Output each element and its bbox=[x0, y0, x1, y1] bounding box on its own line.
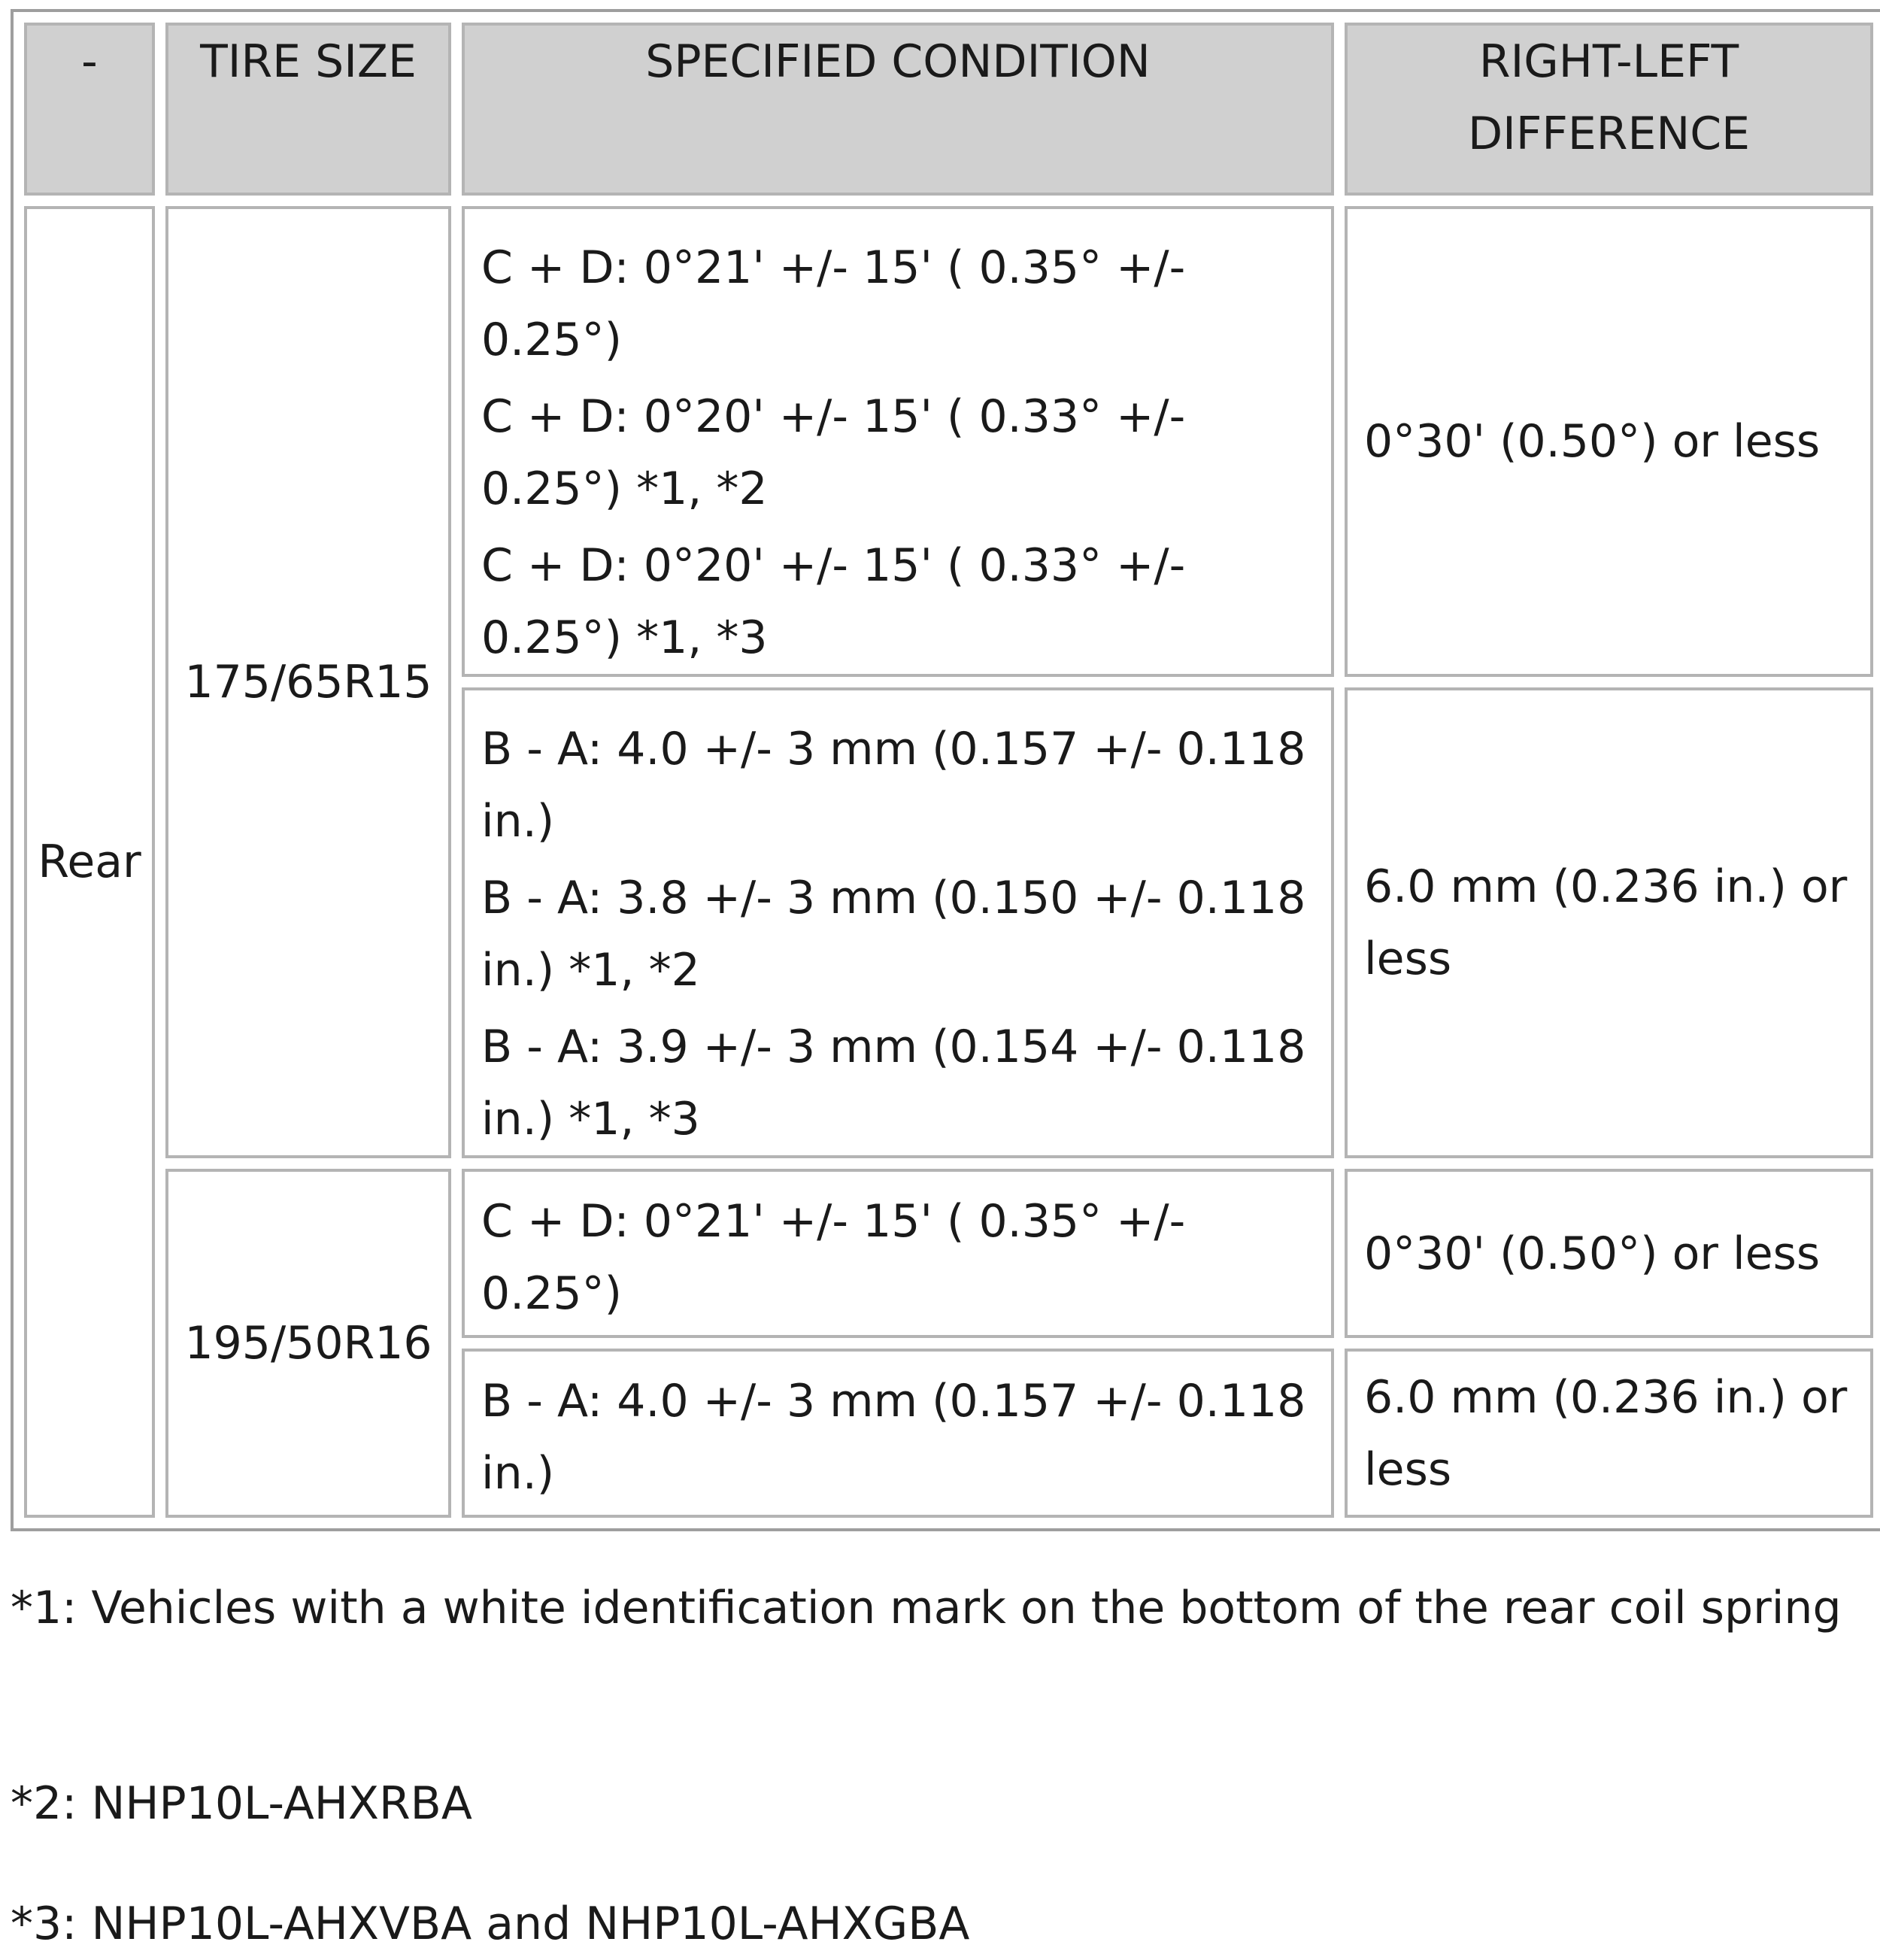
tire-size-cell: 175/65R15 bbox=[165, 206, 451, 1158]
condition-line: B - A: 4.0 +/- 3 mm (0.157 +/- 0.118 in.) bbox=[481, 1375, 1306, 1500]
condition-line: C + D: 0°20' +/- 15' ( 0.33° +/- 0.25°) *1, *2 bbox=[481, 390, 1186, 515]
condition-cell bbox=[462, 687, 1334, 1158]
difference-cell: 0°30' (0.50°) or less bbox=[1345, 206, 1873, 677]
table-row bbox=[24, 206, 1873, 677]
position-cell: Rear bbox=[24, 206, 155, 1518]
difference-cell: 6.0 mm (0.236 in.) or less bbox=[1345, 1349, 1873, 1518]
header-position: - bbox=[24, 23, 155, 196]
condition-line: C + D: 0°21' +/- 15' ( 0.35° +/- 0.25°) bbox=[481, 241, 1186, 366]
difference-cell: 0°30' (0.50°) or less bbox=[1345, 1169, 1873, 1338]
specification-table bbox=[11, 9, 1880, 1531]
tire-size-cell: 195/50R16 bbox=[165, 1169, 451, 1518]
condition-line: B - A: 3.8 +/- 3 mm (0.150 +/- 0.118 in.) *1, *2 bbox=[481, 872, 1306, 997]
footnote-3: *3: NHP10L-AHXVBA and NHP10L-AHXGBA bbox=[11, 1898, 970, 1950]
header-right-left-difference: RIGHT-LEFT DIFFERENCE bbox=[1345, 23, 1873, 196]
footnote-2: *2: NHP10L-AHXRBA bbox=[11, 1777, 472, 1830]
condition-cell bbox=[462, 206, 1334, 677]
header-specified-condition: SPECIFIED CONDITION bbox=[462, 23, 1334, 196]
difference-cell: 6.0 mm (0.236 in.) or less bbox=[1345, 687, 1873, 1158]
condition-line: B - A: 4.0 +/- 3 mm (0.157 +/- 0.118 in.) bbox=[481, 723, 1306, 848]
condition-line: C + D: 0°20' +/- 15' ( 0.33° +/- 0.25°) *1, *3 bbox=[481, 539, 1186, 664]
footnote-1: *1: Vehicles with a white identification mark on the bottom of the rear coil spring bbox=[11, 1582, 1842, 1634]
table-row bbox=[24, 1169, 1873, 1338]
condition-cell bbox=[462, 1349, 1334, 1518]
condition-line: C + D: 0°21' +/- 15' ( 0.35° +/- 0.25°) bbox=[481, 1195, 1186, 1320]
condition-cell bbox=[462, 1169, 1334, 1338]
condition-line: B - A: 3.9 +/- 3 mm (0.154 +/- 0.118 in.) *1, *3 bbox=[481, 1021, 1306, 1145]
table-header-row bbox=[24, 23, 1873, 196]
header-tire-size: TIRE SIZE bbox=[165, 23, 451, 196]
